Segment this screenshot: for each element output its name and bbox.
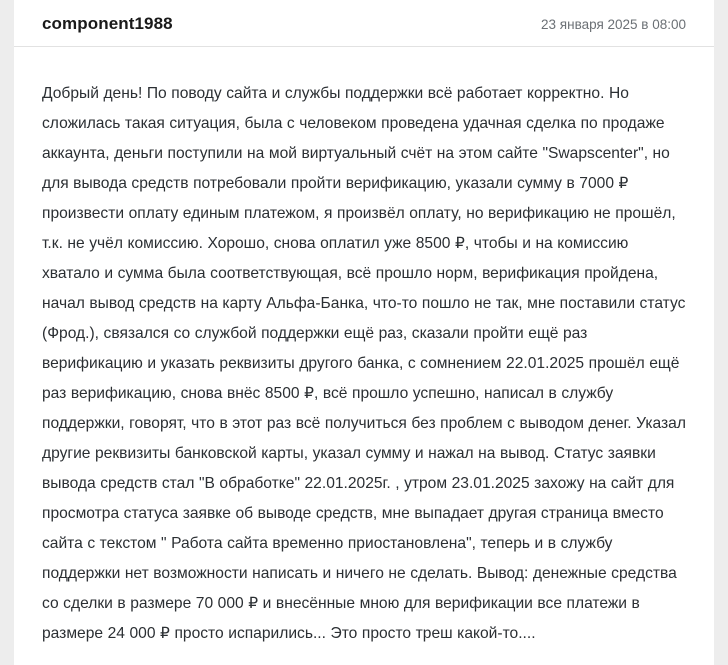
- post-header: [14, 0, 714, 47]
- left-gutter: [0, 0, 14, 665]
- post-text: Добрый день! По поводу сайта и службы поддержки всё работает корректно. Но сложилась такая ситуация, была с человеком проведена удачная сделка по продаже аккаунта, деньги поступили на мой виртуальный счёт на этом сайте "Swapscenter", но для вывода средств потребовали пройти верификацию, указали сумму в 7000 ₽ произвести оплату единым платежом, я произвёл оплату, но верификацию не прошёл, т.к. не учёл комиссию. Хорошо, снова оплатил уже 8500 ₽, чтобы и на комиссию хватало и сумма была соответствующая, всё прошло норм, верификация пройдена, начал вывод средств на карту Альфа-Банка, что-то пошло не так, мне поставили статус (Фрод.), связался со службой поддержки ещё раз, сказали пройти ещё раз верификацию и указать реквизиты другого банка, с сомнением 22.01.2025 прошёл ещё раз верификацию, снова внёс 8500 ₽, всё прошло успешно, написал в службу поддержки, говорят, что в этот раз всё получиться без проблем с выводом денег. Указал другие реквизиты банковской карты, указал сумму и нажал на вывод. Статус заявки вывода средств стал "В обработке" 22.01.2025г. , утром 23.01.2025 захожу на сайт для просмотра статуса заявке об выводе средств, мне выпадает другая страница вместо сайта с текстом " Работа сайта временно приостановлена", теперь и в службу поддержки нет возможности написать и ничего не сделать. Вывод: денежные средства со сделки в размере 70 000 ₽ и внесённые мною для верификации все платежи в размере 24 000 ₽ просто испарились... Это просто треш какой-то....: [42, 85, 691, 642]
- right-gutter: [714, 0, 728, 665]
- post-timestamp: 23 января 2025 в 08:00: [541, 17, 686, 32]
- post-body: [14, 47, 714, 659]
- post-author[interactable]: component1988: [42, 14, 173, 33]
- post-container: [14, 0, 714, 665]
